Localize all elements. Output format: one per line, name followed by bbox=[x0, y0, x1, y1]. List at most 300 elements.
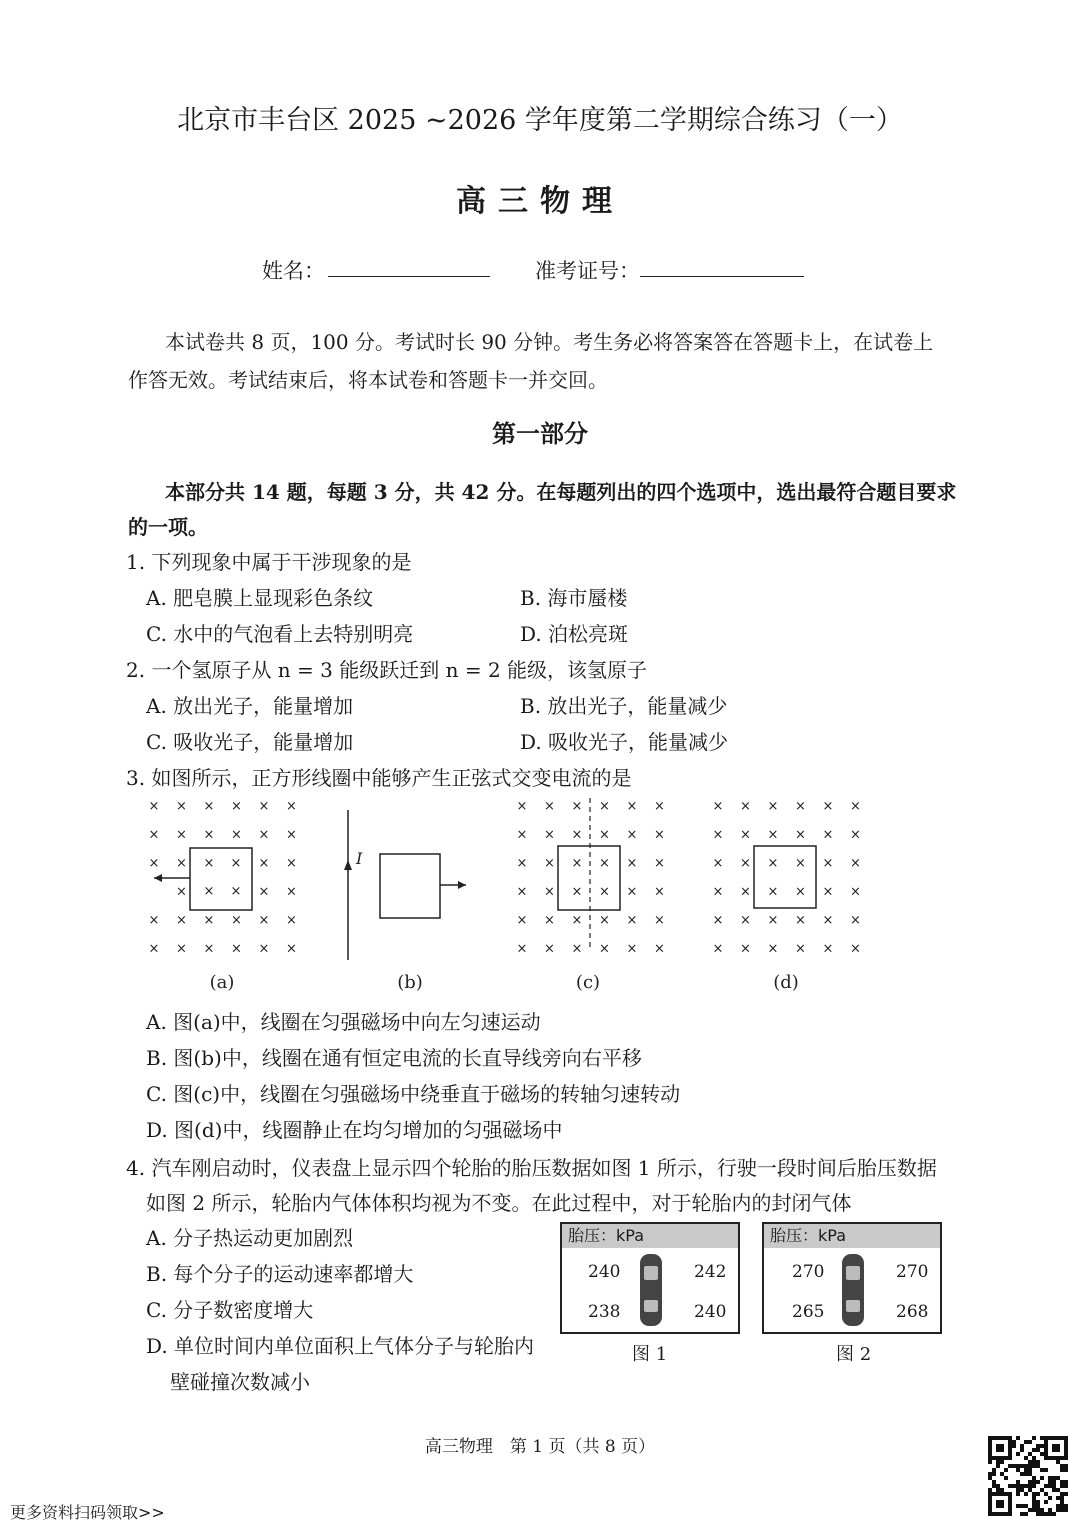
gauge-1-header: 胎压：kPa bbox=[562, 1224, 738, 1248]
qr-module bbox=[1048, 1508, 1052, 1512]
qr-module bbox=[1064, 1508, 1068, 1512]
qr-module bbox=[1060, 1508, 1064, 1512]
qr-module bbox=[1012, 1440, 1016, 1444]
field-cross: × bbox=[654, 799, 665, 814]
qr-module bbox=[1060, 1468, 1064, 1472]
qr-module bbox=[1016, 1480, 1020, 1484]
field-cross: × bbox=[795, 884, 806, 900]
qr-module bbox=[1048, 1476, 1052, 1480]
field-cross: × bbox=[544, 913, 555, 928]
qr-module bbox=[996, 1488, 1000, 1492]
qr-module bbox=[1036, 1448, 1040, 1452]
qr-module bbox=[1040, 1436, 1044, 1440]
field-cross: × bbox=[822, 884, 834, 900]
qr-module bbox=[1036, 1464, 1040, 1468]
exam-id-label: 准考证号： bbox=[535, 259, 640, 283]
qr-module bbox=[992, 1480, 996, 1484]
qr-module bbox=[1032, 1508, 1036, 1512]
qr-module bbox=[1060, 1492, 1064, 1496]
qr-module bbox=[1016, 1504, 1020, 1508]
qr-module bbox=[1052, 1476, 1056, 1480]
field-cross: × bbox=[654, 913, 665, 928]
qr-module bbox=[1032, 1484, 1036, 1488]
question-4-option-a: A. 分子热运动更加剧烈 bbox=[146, 1226, 354, 1250]
gauge-2-front-right: 270 bbox=[896, 1262, 929, 1282]
figure-b-arrowhead bbox=[458, 881, 466, 889]
field-cross: × bbox=[203, 941, 215, 957]
field-cross: × bbox=[626, 884, 638, 900]
qr-module bbox=[1024, 1512, 1028, 1516]
gauge-1-rear-right: 240 bbox=[694, 1302, 727, 1322]
field-cross: × bbox=[571, 827, 583, 843]
qr-module bbox=[988, 1460, 992, 1464]
field-cross: × bbox=[795, 856, 806, 871]
field-cross: × bbox=[626, 856, 638, 871]
instructions-line-1: 本试卷共 8 页，100 分。考试时长 90 分钟。考生务必将答案答在答题卡上，在试卷上 bbox=[165, 330, 934, 354]
qr-code-icon[interactable] bbox=[988, 1436, 1068, 1516]
qr-module bbox=[1004, 1476, 1008, 1480]
field-cross: × bbox=[740, 913, 751, 928]
qr-module bbox=[1020, 1484, 1024, 1488]
qr-module bbox=[1064, 1484, 1068, 1488]
qr-module bbox=[1016, 1468, 1020, 1472]
field-cross: × bbox=[230, 856, 242, 871]
field-cross: × bbox=[795, 913, 806, 928]
qr-module bbox=[988, 1472, 992, 1476]
qr-module bbox=[1044, 1484, 1048, 1488]
qr-module bbox=[1016, 1436, 1020, 1440]
qr-module bbox=[1000, 1488, 1004, 1492]
qr-module bbox=[1008, 1484, 1012, 1488]
field-cross: × bbox=[712, 913, 724, 928]
qr-module bbox=[1032, 1480, 1036, 1484]
qr-module bbox=[1036, 1492, 1040, 1496]
qr-module bbox=[1032, 1476, 1036, 1480]
subject-title: 高三物理 bbox=[456, 184, 624, 219]
qr-module bbox=[1012, 1464, 1016, 1468]
qr-module bbox=[1056, 1488, 1060, 1492]
tire-pressure-display-2 bbox=[762, 1222, 942, 1334]
field-cross: × bbox=[258, 913, 270, 928]
field-cross: × bbox=[544, 799, 555, 814]
qr-module bbox=[1024, 1492, 1028, 1496]
field-cross: × bbox=[740, 827, 751, 843]
qr-module bbox=[1060, 1480, 1064, 1484]
qr-module bbox=[1020, 1444, 1024, 1448]
qr-module bbox=[1032, 1464, 1036, 1468]
qr-module bbox=[1052, 1480, 1056, 1484]
qr-module bbox=[1016, 1484, 1020, 1488]
qr-module bbox=[996, 1460, 1000, 1464]
field-cross: × bbox=[740, 941, 751, 957]
qr-module bbox=[992, 1472, 996, 1476]
question-1-option-c: C. 水中的气泡看上去特别明亮 bbox=[146, 622, 414, 646]
field-cross: × bbox=[258, 856, 270, 871]
field-cross: × bbox=[850, 827, 861, 843]
qr-module bbox=[1040, 1488, 1044, 1492]
qr-module bbox=[1048, 1480, 1052, 1484]
qr-module bbox=[1020, 1464, 1024, 1468]
qr-module bbox=[1020, 1512, 1024, 1516]
qr-module bbox=[1040, 1476, 1044, 1480]
qr-module bbox=[1012, 1444, 1016, 1448]
question-3-option-b: B. 图(b)中，线圈在通有恒定电流的长直导线旁向右平移 bbox=[146, 1046, 642, 1070]
qr-module bbox=[1028, 1480, 1032, 1484]
figure-b-current-arrow bbox=[344, 860, 352, 870]
question-4-option-c: C. 分子数密度增大 bbox=[146, 1298, 314, 1322]
figure-a-label: (a) bbox=[209, 972, 235, 993]
qr-module bbox=[1040, 1452, 1044, 1456]
qr-module bbox=[1024, 1456, 1028, 1460]
qr-module bbox=[1028, 1508, 1032, 1512]
field-cross: × bbox=[286, 827, 297, 843]
field-cross: × bbox=[571, 799, 583, 814]
qr-module bbox=[1056, 1460, 1060, 1464]
figure-d-magnetic-field bbox=[713, 799, 861, 957]
qr-module bbox=[1048, 1484, 1052, 1488]
question-4-stem-line-1: 4. 汽车刚启动时，仪表盘上显示四个轮胎的胎压数据如图 1 所示，行驶一段时间后胎压数据 bbox=[126, 1156, 937, 1180]
field-cross: × bbox=[599, 941, 610, 957]
question-3-stem: 3. 如图所示，正方形线圈中能够产生正弦式交变电流的是 bbox=[126, 766, 632, 790]
field-cross: × bbox=[822, 913, 834, 928]
qr-module bbox=[1060, 1484, 1064, 1488]
question-2-option-c: C. 吸收光子，能量增加 bbox=[146, 730, 354, 754]
qr-module bbox=[1032, 1456, 1036, 1460]
figure-b-coil bbox=[380, 854, 440, 918]
field-cross: × bbox=[571, 856, 583, 871]
qr-module bbox=[1028, 1472, 1032, 1476]
qr-module bbox=[1060, 1504, 1064, 1508]
question-3-figures bbox=[130, 790, 890, 1000]
gauge-1-front-right: 242 bbox=[694, 1262, 727, 1282]
qr-module bbox=[1032, 1500, 1036, 1504]
question-2-option-a: A. 放出光子，能量增加 bbox=[146, 694, 354, 718]
question-1-option-b: B. 海市蜃楼 bbox=[520, 586, 628, 610]
qr-module bbox=[1000, 1472, 1004, 1476]
qr-module bbox=[1028, 1460, 1032, 1464]
qr-module bbox=[1004, 1468, 1008, 1472]
question-4-option-d-continued: 壁碰撞次数减小 bbox=[170, 1370, 310, 1394]
field-cross: × bbox=[571, 941, 583, 957]
field-cross: × bbox=[516, 913, 528, 928]
qr-module bbox=[1060, 1500, 1064, 1504]
qr-module bbox=[1016, 1492, 1020, 1496]
qr-module bbox=[1052, 1488, 1056, 1492]
gauge-2-caption: 图 2 bbox=[836, 1344, 872, 1365]
qr-module bbox=[1052, 1512, 1056, 1516]
field-cross: × bbox=[516, 856, 528, 871]
field-cross: × bbox=[231, 913, 242, 928]
field-cross: × bbox=[544, 884, 555, 900]
figure-b-label: (b) bbox=[397, 972, 423, 993]
field-cross: × bbox=[516, 884, 528, 900]
field-cross: × bbox=[176, 799, 187, 814]
gauge-2-rear-left: 265 bbox=[792, 1302, 825, 1322]
field-cross: × bbox=[286, 856, 297, 871]
qr-module bbox=[1064, 1492, 1068, 1496]
qr-module bbox=[1032, 1492, 1036, 1496]
qr-module bbox=[1056, 1496, 1060, 1500]
qr-module bbox=[1020, 1488, 1024, 1492]
tire-pressure-display-1 bbox=[560, 1222, 740, 1334]
field-cross: × bbox=[850, 856, 861, 871]
field-cross: × bbox=[176, 827, 187, 843]
question-3-option-a: A. 图(a)中，线圈在匀强磁场中向左匀速运动 bbox=[146, 1010, 541, 1034]
field-cross: × bbox=[767, 941, 779, 957]
field-cross: × bbox=[258, 799, 270, 814]
gauge-2-header: 胎压：kPa bbox=[764, 1224, 940, 1248]
qr-module bbox=[988, 1476, 992, 1480]
field-cross: × bbox=[544, 941, 555, 957]
field-cross: × bbox=[203, 913, 215, 928]
gauge-2-rear-right: 268 bbox=[896, 1302, 929, 1322]
question-4-option-d: D. 单位时间内单位面积上气体分子与轮胎内 bbox=[146, 1334, 535, 1358]
name-label: 姓名： bbox=[262, 259, 325, 283]
question-1-option-d: D. 泊松亮斑 bbox=[520, 622, 629, 646]
field-cross: × bbox=[203, 856, 215, 871]
field-cross: × bbox=[767, 856, 779, 871]
field-cross: × bbox=[795, 827, 806, 843]
field-cross: × bbox=[767, 827, 779, 843]
qr-module bbox=[1056, 1508, 1060, 1512]
qr-module bbox=[1024, 1464, 1028, 1468]
qr-module bbox=[1040, 1468, 1044, 1472]
field-cross: × bbox=[599, 799, 610, 814]
field-cross: × bbox=[850, 884, 861, 900]
field-cross: × bbox=[176, 856, 187, 871]
field-cross: × bbox=[599, 856, 610, 871]
field-cross: × bbox=[599, 913, 610, 928]
qr-module bbox=[1024, 1484, 1028, 1488]
field-cross: × bbox=[795, 941, 806, 957]
field-cross: × bbox=[203, 827, 215, 843]
field-cross: × bbox=[822, 856, 834, 871]
field-cross: × bbox=[230, 884, 242, 899]
qr-module bbox=[1044, 1500, 1048, 1504]
field-cross: × bbox=[712, 827, 724, 843]
field-cross: × bbox=[626, 913, 638, 928]
qr-module bbox=[996, 1484, 1000, 1488]
qr-module bbox=[1064, 1464, 1068, 1468]
figure-a-arrowhead bbox=[154, 874, 162, 882]
qr-module bbox=[1000, 1460, 1004, 1464]
field-cross: × bbox=[740, 856, 751, 871]
field-cross: × bbox=[654, 884, 665, 900]
field-cross: × bbox=[258, 827, 270, 843]
field-cross: × bbox=[740, 799, 751, 814]
field-cross: × bbox=[822, 941, 834, 957]
scan-qr-note[interactable]: 更多资料扫码领取>> bbox=[10, 1503, 165, 1522]
qr-module bbox=[1036, 1504, 1040, 1508]
qr-module bbox=[992, 1468, 996, 1472]
field-cross: × bbox=[286, 941, 297, 957]
field-cross: × bbox=[203, 799, 215, 814]
qr-module bbox=[1028, 1488, 1032, 1492]
qr-module bbox=[1020, 1472, 1024, 1476]
question-1-stem: 1. 下列现象中属于干涉现象的是 bbox=[126, 550, 412, 574]
field-cross: × bbox=[286, 913, 297, 928]
field-cross: × bbox=[712, 799, 724, 814]
qr-module bbox=[1036, 1460, 1040, 1464]
field-cross: × bbox=[850, 913, 861, 928]
part-one-intro-line-2: 的一项。 bbox=[128, 515, 208, 539]
question-2-option-b: B. 放出光子，能量减少 bbox=[520, 694, 728, 718]
field-cross: × bbox=[176, 884, 187, 900]
field-cross: × bbox=[148, 799, 160, 814]
field-cross: × bbox=[231, 799, 242, 814]
qr-module bbox=[1024, 1472, 1028, 1476]
qr-module bbox=[1048, 1512, 1052, 1516]
field-cross: × bbox=[654, 827, 665, 843]
question-2-option-d: D. 吸收光子，能量减少 bbox=[520, 730, 729, 754]
figure-b-current-label: I bbox=[356, 849, 363, 868]
field-cross: × bbox=[148, 913, 160, 928]
exam-id-blank[interactable] bbox=[640, 276, 804, 277]
qr-module bbox=[1044, 1492, 1048, 1496]
exam-title: 北京市丰台区 2025 ~2026 学年度第二学期综合练习（一） bbox=[177, 105, 903, 136]
field-cross: × bbox=[148, 941, 160, 957]
qr-module bbox=[1032, 1436, 1036, 1440]
qr-module bbox=[1032, 1496, 1036, 1500]
gauge-2-front-left: 270 bbox=[792, 1262, 825, 1282]
qr-module bbox=[988, 1488, 992, 1492]
qr-module bbox=[1032, 1448, 1036, 1452]
field-cross: × bbox=[516, 799, 528, 814]
qr-module bbox=[1032, 1460, 1036, 1464]
qr-module bbox=[1040, 1512, 1044, 1516]
qr-module bbox=[1028, 1468, 1032, 1472]
field-cross: × bbox=[286, 884, 297, 900]
qr-module bbox=[1056, 1504, 1060, 1508]
field-cross: × bbox=[712, 941, 724, 957]
field-cross: × bbox=[626, 941, 638, 957]
qr-module bbox=[1036, 1444, 1040, 1448]
question-4-option-b: B. 每个分子的运动速率都增大 bbox=[146, 1262, 414, 1286]
gauge-1-front-left: 240 bbox=[588, 1262, 621, 1282]
question-3-option-c: C. 图(c)中，线圈在匀强磁场中绕垂直于磁场的转轴匀速转动 bbox=[146, 1082, 681, 1106]
field-cross: × bbox=[516, 941, 528, 957]
field-cross: × bbox=[258, 884, 270, 900]
question-2-stem: 2. 一个氢原子从 n = 3 能级跃迁到 n = 2 能级，该氢原子 bbox=[126, 658, 648, 682]
field-cross: × bbox=[571, 884, 583, 900]
qr-module bbox=[1036, 1500, 1040, 1504]
qr-module bbox=[1036, 1512, 1040, 1516]
field-cross: × bbox=[258, 941, 270, 957]
qr-module bbox=[1044, 1512, 1048, 1516]
qr-module bbox=[1020, 1448, 1024, 1452]
figure-c-magnetic-field bbox=[517, 799, 665, 957]
part-one-intro-line-1: 本部分共 14 题，每题 3 分，共 42 分。在每题列出的四个选项中，选出最符合题目要求 bbox=[165, 480, 957, 504]
field-cross: × bbox=[176, 941, 187, 957]
qr-module bbox=[996, 1464, 1000, 1468]
field-cross: × bbox=[654, 941, 665, 957]
field-cross: × bbox=[822, 799, 834, 814]
qr-module bbox=[1020, 1504, 1024, 1508]
car-icon bbox=[838, 1252, 868, 1328]
field-cross: × bbox=[822, 827, 834, 843]
qr-module bbox=[1060, 1496, 1064, 1500]
qr-module bbox=[1064, 1480, 1068, 1484]
field-cross: × bbox=[599, 884, 610, 900]
qr-module bbox=[1028, 1452, 1032, 1456]
question-4-stem-line-2: 如图 2 所示，轮胎内气体体积均视为不变。在此过程中，对于轮胎内的封闭气体 bbox=[146, 1191, 852, 1215]
field-cross: × bbox=[231, 941, 242, 957]
qr-module bbox=[1036, 1508, 1040, 1512]
field-cross: × bbox=[850, 941, 861, 957]
name-blank[interactable] bbox=[328, 276, 490, 277]
gauge-1-caption: 图 1 bbox=[632, 1344, 668, 1365]
qr-module bbox=[1028, 1440, 1032, 1444]
page-footer: 高三物理 第 1 页（共 8 页） bbox=[424, 1437, 656, 1457]
qr-module bbox=[1024, 1504, 1028, 1508]
qr-module bbox=[1040, 1444, 1044, 1448]
qr-module bbox=[1012, 1484, 1016, 1488]
field-cross: × bbox=[626, 799, 638, 814]
field-cross: × bbox=[203, 884, 215, 899]
qr-module bbox=[1024, 1468, 1028, 1472]
qr-module bbox=[1056, 1476, 1060, 1480]
field-cross: × bbox=[795, 799, 806, 814]
field-cross: × bbox=[544, 827, 555, 843]
field-cross: × bbox=[231, 827, 242, 843]
qr-module bbox=[1032, 1504, 1036, 1508]
field-cross: × bbox=[850, 799, 861, 814]
figure-d-label: (d) bbox=[773, 972, 799, 993]
question-3-option-d: D. 图(d)中，线圈静止在均匀增加的匀强磁场中 bbox=[146, 1118, 563, 1142]
figure-a-coil bbox=[190, 848, 252, 910]
qr-module bbox=[1064, 1468, 1068, 1472]
qr-module bbox=[1040, 1508, 1044, 1512]
qr-module bbox=[1064, 1504, 1068, 1508]
figure-c-coil bbox=[558, 846, 620, 910]
field-cross: × bbox=[654, 856, 665, 871]
field-cross: × bbox=[767, 884, 779, 900]
field-cross: × bbox=[767, 913, 779, 928]
field-cross: × bbox=[626, 827, 638, 843]
part-one-heading: 第一部分 bbox=[492, 419, 588, 448]
gauge-1-rear-left: 238 bbox=[588, 1302, 621, 1322]
qr-module bbox=[1028, 1484, 1032, 1488]
qr-module bbox=[1024, 1440, 1028, 1444]
qr-module bbox=[1016, 1488, 1020, 1492]
instructions-line-2: 作答无效。考试结束后，将本试卷和答题卡一并交回。 bbox=[128, 368, 608, 392]
field-cross: × bbox=[516, 827, 528, 843]
qr-module bbox=[1052, 1484, 1056, 1488]
field-cross: × bbox=[176, 913, 187, 928]
qr-module bbox=[992, 1484, 996, 1488]
field-cross: × bbox=[599, 827, 610, 843]
field-cross: × bbox=[544, 856, 555, 871]
qr-module bbox=[1036, 1480, 1040, 1484]
qr-module bbox=[1060, 1464, 1064, 1468]
qr-module bbox=[1048, 1496, 1052, 1500]
figure-d-coil bbox=[754, 846, 816, 908]
field-cross: × bbox=[740, 884, 751, 900]
qr-module bbox=[1044, 1468, 1048, 1472]
field-cross: × bbox=[712, 884, 724, 900]
qr-module bbox=[1028, 1464, 1032, 1468]
field-cross: × bbox=[571, 913, 583, 928]
field-cross: × bbox=[286, 799, 297, 814]
qr-module bbox=[1008, 1464, 1012, 1468]
figure-c-label: (c) bbox=[575, 972, 601, 993]
field-cross: × bbox=[148, 856, 160, 871]
question-1-option-a: A. 肥皂膜上显现彩色条纹 bbox=[146, 586, 374, 610]
field-cross: × bbox=[148, 827, 160, 843]
field-cross: × bbox=[712, 856, 724, 871]
car-icon bbox=[636, 1252, 666, 1328]
qr-module bbox=[1016, 1452, 1020, 1456]
